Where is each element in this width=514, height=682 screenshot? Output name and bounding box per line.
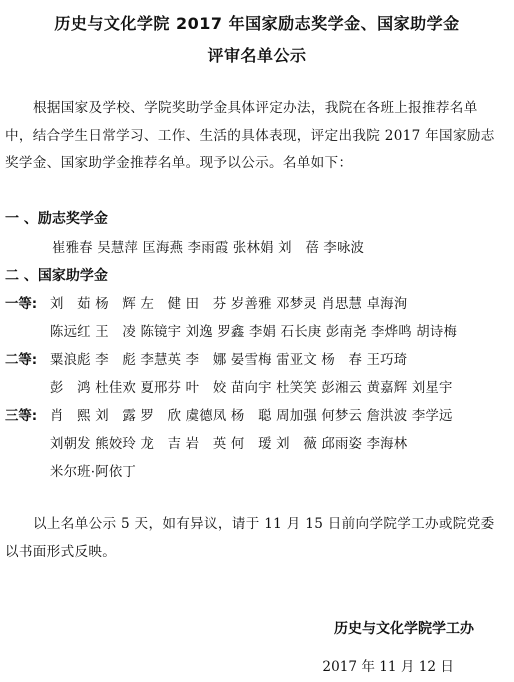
grade2-line: 彭 鸿 杜佳欢 夏邢芬 叶 姣 苗向宇 杜笑笑 彭湘云 黄嘉辉 刘星宇 <box>50 381 453 396</box>
grade3-line: 肖 熙 刘 露 罗 欣 虞德凤 杨 聪 周加强 何梦云 詹洪波 李学远 <box>50 409 453 424</box>
date: 2017 年 11 月 12 日 <box>322 659 454 675</box>
grade2-label: 二等: <box>5 353 38 368</box>
grade1-line: 刘 茹 杨 辉 左 健 田 芬 岁善雅 邓梦灵 肖思慧 卓海洵 <box>50 297 408 312</box>
grade1-line: 陈远红 王 凌 陈镜宇 刘逸 罗鑫 李娟 石长庚 彭南尧 李烨鸣 胡诗梅 <box>50 325 458 340</box>
section1-names: 崔雅春 吴慧萍 匡海燕 李雨霞 张林娟 刘 蓓 李咏波 <box>52 241 365 256</box>
grade3-line: 刘朝发 熊姣玲 龙 吉 岩 英 何 瑷 刘 薇 邱雨姿 李海林 <box>50 437 408 452</box>
document-title: 历史与文化学院 2017 年国家励志奖学金、国家助学金 <box>54 14 460 33</box>
intro-paragraph: 根据国家及学校、学院奖助学金具体评定办法，我院在各班上报推荐名单中，结合学生日常学习、工作、生活的具体表现，评定出我院 2017 年国家励志奖学金、国家助学金推荐名单。现予以公示。名单如下： <box>5 100 495 171</box>
grade1-label: 一等: <box>5 297 38 312</box>
grade3-label: 三等: <box>5 409 38 424</box>
notice-paragraph: 以上名单公示 5 天，如有异议，请于 11 月 15 日前向学院学工办或院党委以书面形式反映。 <box>5 516 495 560</box>
document-subtitle: 评审名单公示 <box>207 46 307 65</box>
section2-heading: 二 、国家助学金 <box>5 268 108 284</box>
grade2-line: 粟浪彪 李 彪 李慧英 李 娜 晏雪梅 雷亚文 杨 春 王巧琦 <box>50 353 408 368</box>
signature: 历史与文化学院学工办 <box>334 621 474 637</box>
section1-heading: 一 、励志奖学金 <box>5 211 108 227</box>
grade3-line: 米尔班·阿依丁 <box>50 465 136 480</box>
